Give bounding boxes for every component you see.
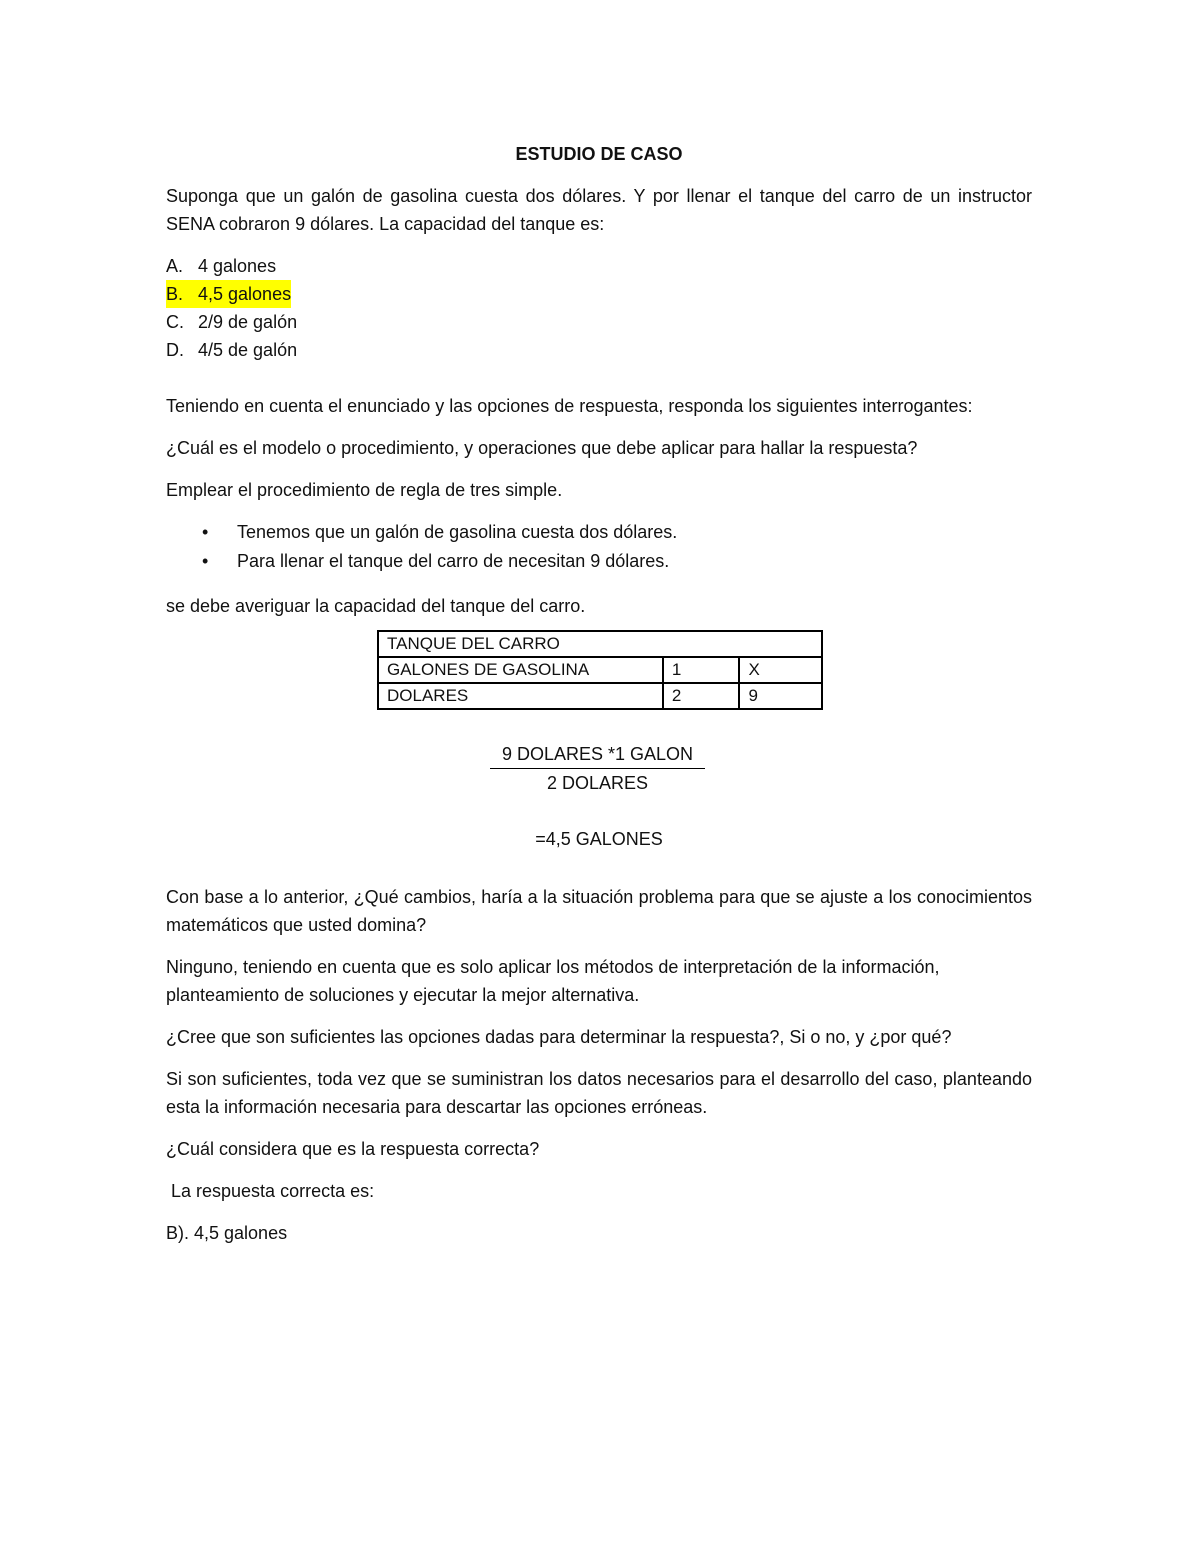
table-cell: 2 — [663, 683, 740, 709]
option-text: 4/5 de galón — [198, 340, 298, 360]
document-page — [166, 140, 1032, 1247]
option-letter: D. — [166, 340, 184, 360]
table-cell: GALONES DE GASOLINA — [378, 657, 663, 683]
table-row — [378, 657, 822, 683]
bullet-icon: • — [202, 551, 209, 571]
bullet-text: Para llenar el tanque del carro de necesitan 9 dólares. — [237, 551, 670, 571]
table-row — [378, 683, 822, 709]
bullet-item — [166, 547, 1032, 576]
instruction-paragraph: Teniendo en cuenta el enunciado y las opciones de respuesta, responda los siguientes interrogantes: — [166, 396, 973, 416]
document-title: ESTUDIO DE CASO — [515, 144, 683, 164]
intro-paragraph: Suponga que un galón de gasolina cuesta dos dólares. Y por llenar el tanque del carro de un instructor SENA cobraron 9 dólares. La capacidad del tanque es: — [166, 186, 1032, 234]
bullet-list — [166, 518, 1032, 576]
fraction-numerator: 9 DOLARES *1 GALON — [490, 740, 705, 769]
bullet-icon: • — [202, 522, 209, 542]
option-text: 2/9 de galón — [198, 312, 298, 332]
option-letter: C. — [166, 312, 184, 332]
question-3: ¿Cree que son suficientes las opciones dadas para determinar la respuesta?, Si o no, y ¿por qué? — [166, 1027, 952, 1047]
option-a — [166, 252, 1032, 280]
option-b — [166, 280, 1032, 308]
question-4: ¿Cuál considera que es la respuesta correcta? — [166, 1139, 540, 1159]
table-header-row — [378, 631, 822, 657]
answer-4: B). 4,5 galones — [166, 1223, 288, 1243]
option-d — [166, 336, 1032, 364]
table-cell: 9 — [739, 683, 822, 709]
bullet-text: Tenemos que un galón de gasolina cuesta dos dólares. — [237, 522, 678, 542]
answer-1-continuation: se debe averiguar la capacidad del tanque del carro. — [166, 596, 586, 616]
answer-options — [166, 252, 1032, 364]
rule-of-three-table — [377, 630, 823, 710]
option-letter: A. — [166, 256, 184, 276]
option-letter: B. — [166, 284, 184, 304]
table-header: TANQUE DEL CARRO — [378, 631, 822, 657]
table-cell: X — [739, 657, 822, 683]
table-cell: 1 — [663, 657, 740, 683]
bullet-item — [166, 518, 1032, 547]
table-cell: DOLARES — [378, 683, 663, 709]
answer-1: Emplear el procedimiento de regla de tres simple. — [166, 480, 563, 500]
answer-2: Ninguno, teniendo en cuenta que es solo aplicar los métodos de interpretación de la información, planteamiento de soluciones y ejecutar la mejor alternativa. — [166, 957, 940, 1005]
question-2: Con base a lo anterior, ¿Qué cambios, haría a la situación problema para que se ajuste a los conocimientos matemáticos que usted domina? — [166, 887, 1032, 935]
option-c — [166, 308, 1032, 336]
calculation-result: =4,5 GALONES — [535, 829, 663, 849]
answer-3: Si son suficientes, toda vez que se suministran los datos necesarios para el desarrollo del caso, planteando esta la información necesaria para descartar las opciones erróneas. — [166, 1069, 1032, 1117]
highlighted-option — [166, 280, 291, 308]
answer-4-lead: La respuesta correcta es: — [166, 1181, 375, 1201]
option-text: 4 galones — [198, 256, 277, 276]
option-text: 4,5 galones — [198, 284, 292, 304]
fraction — [490, 740, 705, 797]
fraction-denominator: 2 DOLARES — [546, 773, 649, 793]
question-1: ¿Cuál es el modelo o procedimiento, y operaciones que debe aplicar para hallar la respuesta? — [166, 438, 918, 458]
